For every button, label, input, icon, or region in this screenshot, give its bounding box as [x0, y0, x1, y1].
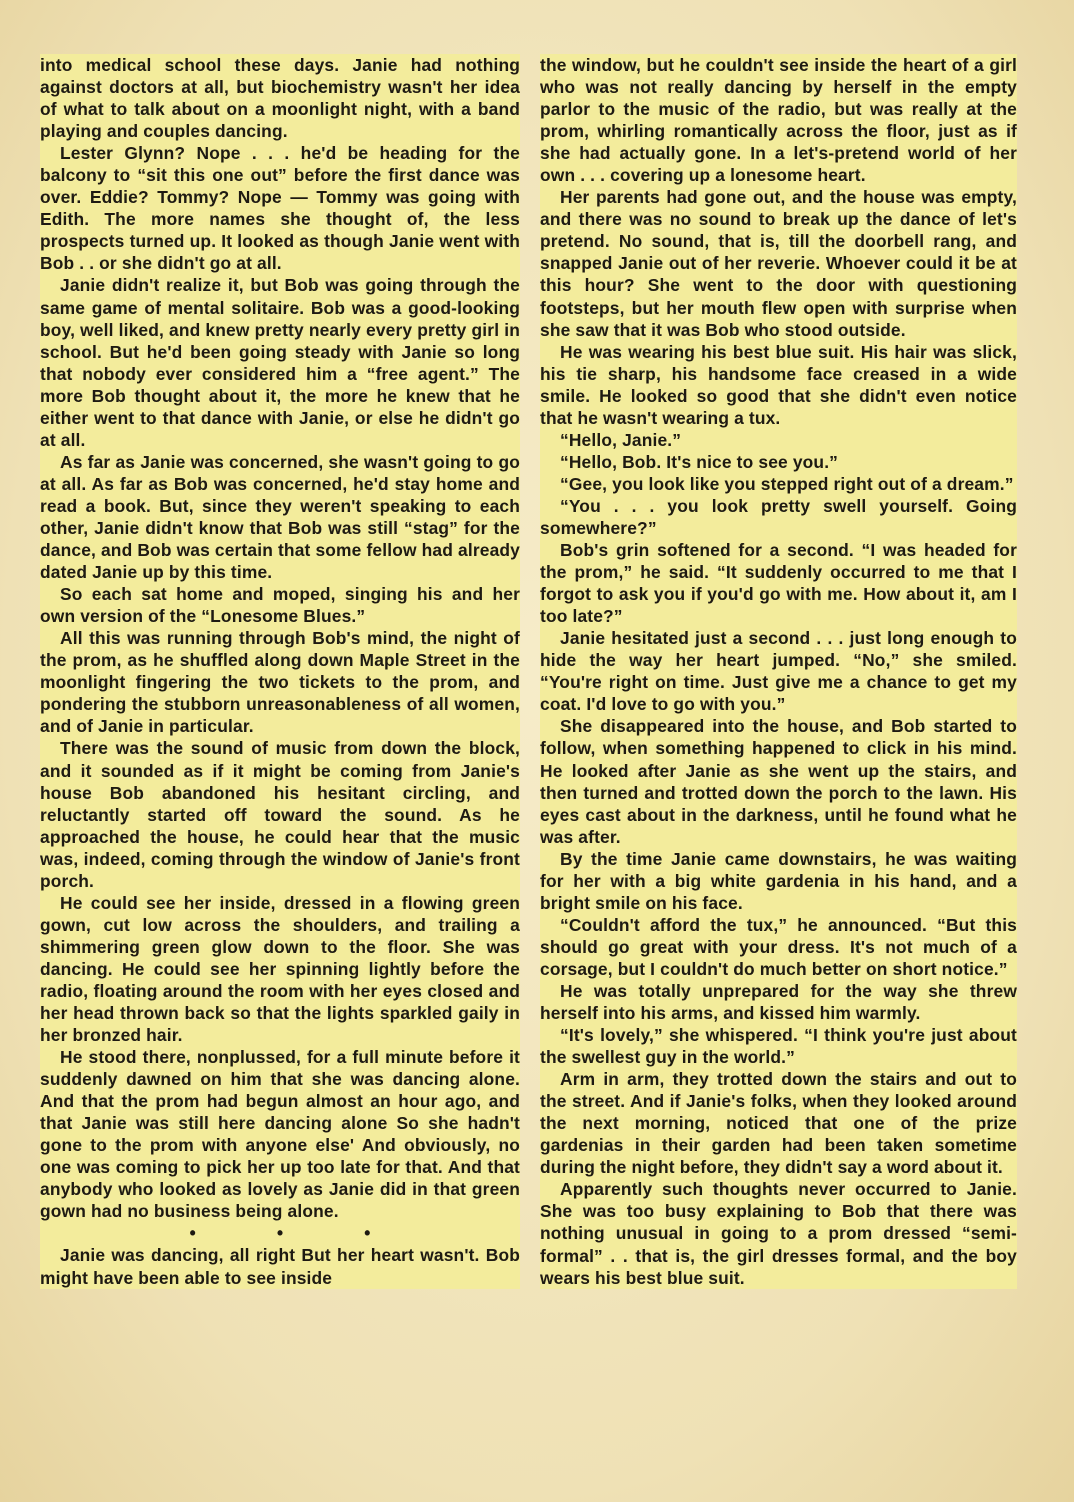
paragraph: Lester Glynn? Nope . . . he'd be heading for the balcony to “sit this one out” before the first dance was over. Eddie? Tommy? Nope — Tommy was going with Edith. The more names she thought of, the less prospects turned up. It looked as though Janie went with Bob . . or she didn't go at all. — [40, 143, 520, 274]
paragraph: “Gee, you look like you stepped right out of a dream.” — [560, 473, 1014, 494]
paragraph: the window, but he couldn't see inside the heart of a girl who was not really dancing by herself in the empty parlor to the music of the radio, but was really at the prom, whirling romantically across the floor, just as if she had actually gone. In a let's-pretend world of her own . . . covering up a lonesome heart. — [540, 55, 1017, 186]
right-column — [540, 54, 1017, 1289]
paragraph: Janie was dancing, all right But her heart wasn't. Bob might have been able to see inside — [40, 1245, 520, 1288]
paragraph: Arm in arm, they trotted down the stairs and out to the street. And if Janie's folks, when they looked around the next morning, noticed that one of the prize gardenias in their garden had been taken sometime during the night before, they didn't say a word about it. — [540, 1069, 1017, 1178]
paragraph: “Couldn't afford the tux,” he announced. “But this should go great with your dress. It's not much of a corsage, but I couldn't do much better on short notice.” — [540, 914, 1017, 979]
paragraph: Janie didn't realize it, but Bob was going through the same game of mental solitaire. Bob was a good-looking boy, well liked, and knew pretty nearly every pretty girl in school. But he'd been going steady with Janie so long that nobody ever considered him a “free agent.” The more Bob thought about it, the more he knew that he either went to that dance with Janie, or else he didn't go at all. — [40, 275, 520, 450]
paragraph: He stood there, nonplussed, for a full minute before it suddenly dawned on him that she was dancing alone. And that the prom had begun almost an hour ago, and that Janie was still here dancing alone So she hadn't gone to the prom with anyone else' And obviously, no one was coming to pick her up too late for that. And that anybody who looked as lovely as Janie did in that green gown had no business being alone. — [40, 1047, 520, 1222]
paragraph: Apparently such thoughts never occurred to Janie. She was too busy explaining to Bob that there was nothing unusual in going to a prom dressed “semi-formal” . . that is, the girl dresses formal, and the boy wears his best blue suit. — [540, 1179, 1017, 1288]
paragraph: By the time Janie came downstairs, he was waiting for her with a big white gardenia in his hand, and a bright smile on his face. — [540, 848, 1017, 913]
paragraph: “You . . . you look pretty swell yourself. Going somewhere?” — [540, 495, 1017, 538]
paragraph: So each sat home and moped, singing his and her own version of the “Lonesome Blues.” — [40, 584, 520, 627]
paragraph: She disappeared into the house, and Bob started to follow, when something happened to click in his mind. He looked after Janie as she went up the stairs, and then turned and trotted down the porch to the lawn. His eyes cast about in the darkness, until he found what he was after. — [540, 716, 1017, 847]
paragraph: All this was running through Bob's mind, the night of the prom, as he shuffled along down Maple Street in the moonlight fingering the two tickets to the prom, and pondering the stubborn unreasonableness of all women, and of Janie in particular. — [40, 628, 520, 737]
paragraph: Janie hesitated just a second . . . just long enough to hide the way her heart jumped. “No,” she smiled. “You're right on time. Just give me a chance to get my coat. I'd love to go with you.” — [540, 628, 1017, 715]
paragraph: He was totally unprepared for the way she threw herself into his arms, and kissed him warmly. — [540, 980, 1017, 1024]
paragraph: into medical school these days. Janie had nothing against doctors at all, but biochemistry wasn't her idea of what to talk about on a moonlight night, with a band playing and couples dancing. — [40, 55, 520, 142]
paragraph: Bob's grin softened for a second. “I was headed for the prom,” he said. “It suddenly occurred to me that I forgot to ask you if you'd go with me. How about it, am I too late?” — [540, 540, 1017, 627]
paragraph: As far as Janie was concerned, she wasn't going to go at all. As far as Bob was concerned, he'd stay home and read a book. But, since they weren't speaking to each other, Janie didn't know that Bob was still “stag” for the dance, and Bob was certain that some fellow had already dated Janie up by this time. — [40, 451, 520, 583]
paragraph: “It's lovely,” she whispered. “I think you're just about the swellest guy in the world.” — [540, 1025, 1017, 1068]
paragraph: He could see her inside, dressed in a flowing green gown, cut low across the shoulders, and trailing a shimmering green glow down to the floor. She was dancing. He could see her spinning lightly before the radio, floating around the room with her eyes closed and her head thrown back so that the lights sparkled gaily in her bronzed hair. — [40, 892, 520, 1046]
paragraph: “Hello, Janie.” — [560, 429, 682, 450]
left-column — [40, 54, 520, 1289]
left-paragraphs-after — [40, 1244, 520, 1288]
paragraph: Her parents had gone out, and the house was empty, and there was no sound to break up the dance of let's pretend. No sound, that is, till the doorbell rang, and snapped Janie out of her reverie. Whoever could it be at this hour? She went to the door with questioning footsteps, but her mouth flew open with surprise when she saw that it was Bob who stood outside. — [540, 187, 1017, 340]
right-paragraphs — [540, 54, 1017, 1289]
paragraph: There was the sound of music from down the block, and it sounded as if it might be coming from Janie's house Bob abandoned his hesitant circling, and reluctantly started off toward the sound. As he approached the house, he could hear that the music was, indeed, coming through the window of Janie's front porch. — [40, 738, 520, 891]
paragraph: “Hello, Bob. It's nice to see you.” — [560, 451, 839, 472]
left-paragraphs — [40, 54, 520, 1222]
paragraph: He was wearing his best blue suit. His hair was slick, his tie sharp, his handsome face creased in a wide smile. He looked so good that she didn't even notice that he wasn't wearing a tux. — [540, 341, 1017, 428]
section-separator: • • • — [189, 1223, 409, 1244]
